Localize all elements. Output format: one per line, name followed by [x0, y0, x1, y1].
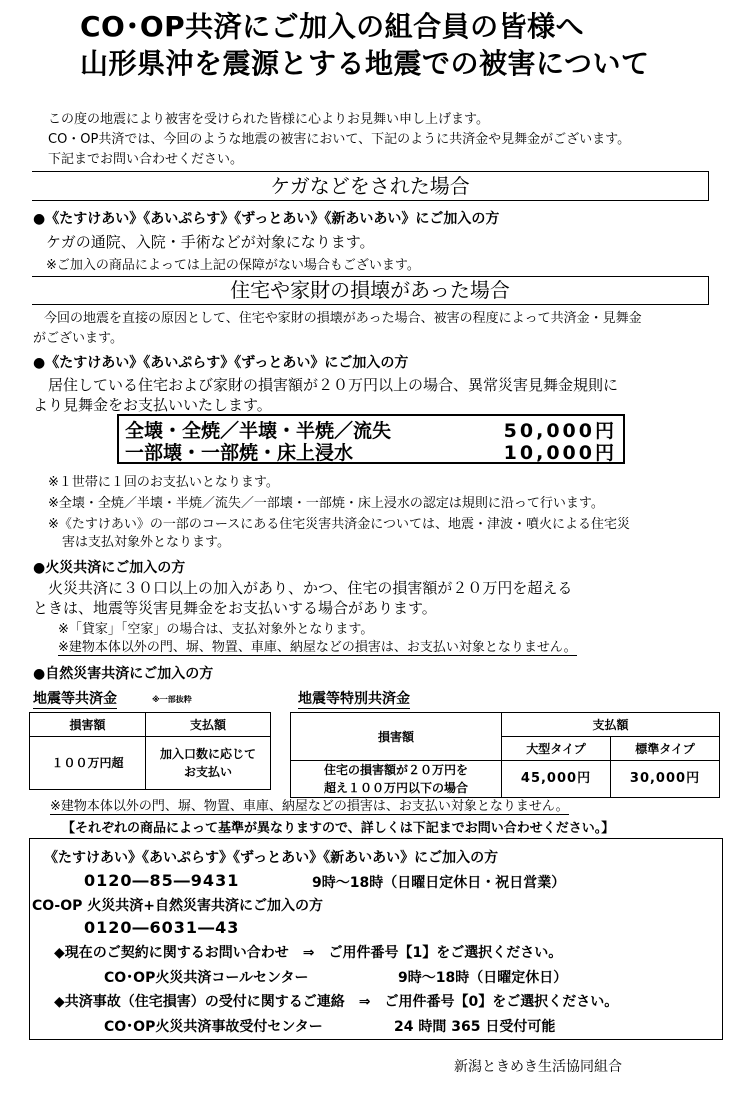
contact-line-1: 《たすけあい》《あいぷらす》《ずっとあい》《新あいあい》にご加入の方: [44, 850, 499, 866]
table2-subheader-standard: 標準タイプ: [611, 737, 720, 761]
fire-bullet: ●火災共済にご加入の方: [33, 560, 186, 576]
table1-cell-payment: [146, 737, 271, 790]
house-note-4: 害は支払対象外となります。: [62, 535, 230, 550]
intro-line-3: 下記までお問い合わせください。: [48, 152, 244, 167]
house-intro-line-2: がございます。: [33, 331, 123, 346]
house-text-line-2: より見舞金をお支払いいたします。: [33, 396, 272, 414]
intro-line-1: この度の地震により被害を受けられた皆様に心よりお見舞い申し上げます。: [48, 112, 489, 127]
house-bullet: ●《たすけあい》《あいぷらす》《ずっとあい》にご加入の方: [33, 355, 409, 371]
footer-organization: 新潟ときめき生活協同組合: [454, 1059, 622, 1075]
table2-label: [298, 688, 410, 709]
table1-header-damage: 損害額: [30, 713, 146, 737]
contact-box: [29, 838, 723, 1040]
injury-note: ※ご加入の商品によっては上記の保障がない場合もございます。: [46, 258, 420, 273]
house-note-1: ※１世帯に１回のお支払いとなります。: [48, 475, 279, 490]
amount-table: [117, 414, 625, 464]
table2-subheader-large: 大型タイプ: [502, 737, 611, 761]
amount-label-2: 一部壊・一部焼・床上浸水: [125, 442, 354, 464]
table1-header-payment: 支払額: [146, 713, 271, 737]
fire-note-2: ※建物本体以外の門、塀、物置、車庫、納屋などの損害は、お支払い対象となりません。: [58, 636, 577, 656]
table2-cell-standard: 30,000円: [611, 761, 720, 798]
house-note-2: ※全壊・全焼／半壊・半焼／流失／一部壊・一部焼・床上浸水の認定は規則に沿って行います。: [48, 496, 604, 511]
contact-line-2: CO-OP 火災共済+自然災害共済にご加入の方: [32, 898, 324, 914]
contact-hours-2: 9時～18時（日曜定休日）: [398, 970, 568, 986]
table2-header-payment: 支払額: [502, 713, 720, 737]
fire-text-line-1: 火災共済に３０口以上の加入があり、かつ、住宅の損害額が２０万円を超える: [48, 579, 573, 597]
house-intro-line-1: 今回の地震を直接の原因として、住宅や家財の損壊があった場合、被害の程度によって共済金・見舞金: [44, 311, 642, 326]
natural-note: ※建物本体以外の門、塀、物置、車庫、納屋などの損害は、お支払い対象となりません。: [50, 795, 569, 815]
table1-label-text: 地震等共済金: [33, 691, 117, 707]
table2-cell-damage: [291, 761, 502, 798]
contact-hours-1: 9時～18時（日曜日定休日・祝日営業）: [312, 875, 566, 891]
fire-text-line-2: ときは、地震等災害見舞金をお支払いする場合があります。: [33, 599, 437, 617]
injury-heading: ケガなどをされた場合: [32, 171, 709, 201]
intro-line-2: CO・OP共済では、今回のような地震の被害において、下記のように共済金や見舞金がございます。: [48, 132, 631, 147]
house-note-3: ※《たすけあい》の一部のコースにある住宅災害共済金については、地震・津波・噴火による住宅災: [48, 517, 630, 532]
table2-cell-large: 45,000円: [502, 761, 611, 798]
table1: [29, 712, 271, 790]
contact-hours-3: 24 時間 365 日受付可能: [394, 1019, 556, 1035]
table2-cell-damage-line-2: 超え１００万円以下の場合: [323, 781, 468, 795]
title-line-1: CO･OP共済にご加入の組合員の皆様へ: [80, 10, 585, 43]
contact-phone-2[interactable]: 0120―6031―43: [84, 918, 240, 937]
contact-item-1: ◆現在のご契約に関するお問い合わせ ⇒ ご用件番号【1】をご選択ください。: [54, 945, 563, 961]
table2: [290, 712, 720, 798]
table2-label-text: 地震等特別共済金: [298, 691, 410, 707]
table1-cell-payment-line-1: 加入口数に応じて: [159, 747, 256, 761]
amount-value-2: 10,000円: [503, 442, 617, 464]
natural-emphasis: 【それぞれの商品によって基準が異なりますので、詳しくは下記までお問い合わせください。】: [62, 821, 615, 836]
house-heading: 住宅や家財の損壊があった場合: [32, 276, 709, 305]
contact-center-2: CO･OP火災共済事故受付センター: [104, 1019, 323, 1035]
title-line-2: 山形県沖を震源とする地震での被害について: [80, 47, 650, 80]
table2-header-damage: 損害額: [291, 713, 502, 761]
amount-value-1: 50,000円: [503, 420, 617, 442]
contact-item-2: ◆共済事故（住宅損害）の受付に関するご連絡 ⇒ ご用件番号【0】をご選択ください。: [54, 994, 619, 1010]
contact-phone-1[interactable]: 0120―85―9431: [84, 871, 240, 890]
table2-cell-damage-line-1: 住宅の損害額が２０万円を: [323, 763, 468, 777]
amount-label-1: 全壊・全焼／半壊・半焼／流失: [125, 420, 392, 442]
table1-label: [33, 688, 117, 709]
natural-bullet: ●自然災害共済にご加入の方: [33, 666, 214, 682]
table1-label-note: ※一部抜粋: [152, 695, 192, 704]
table1-cell-payment-line-2: お支払い: [183, 765, 232, 779]
injury-text: ケガの通院、入院・手術などが対象になります。: [46, 233, 375, 251]
house-text-line-1: 居住している住宅および家財の損害額が２０万円以上の場合、異常災害見舞金規則に: [48, 376, 619, 394]
table1-cell-damage: １００万円超: [30, 737, 146, 790]
contact-center-1: CO･OP火災共済コールセンター: [104, 970, 309, 986]
injury-bullet: ●《たすけあい》《あいぷらす》《ずっとあい》《新あいあい》にご加入の方: [33, 211, 500, 227]
fire-note-1: ※「貸家」「空家」の場合は、支払対象外となります。: [58, 622, 374, 637]
